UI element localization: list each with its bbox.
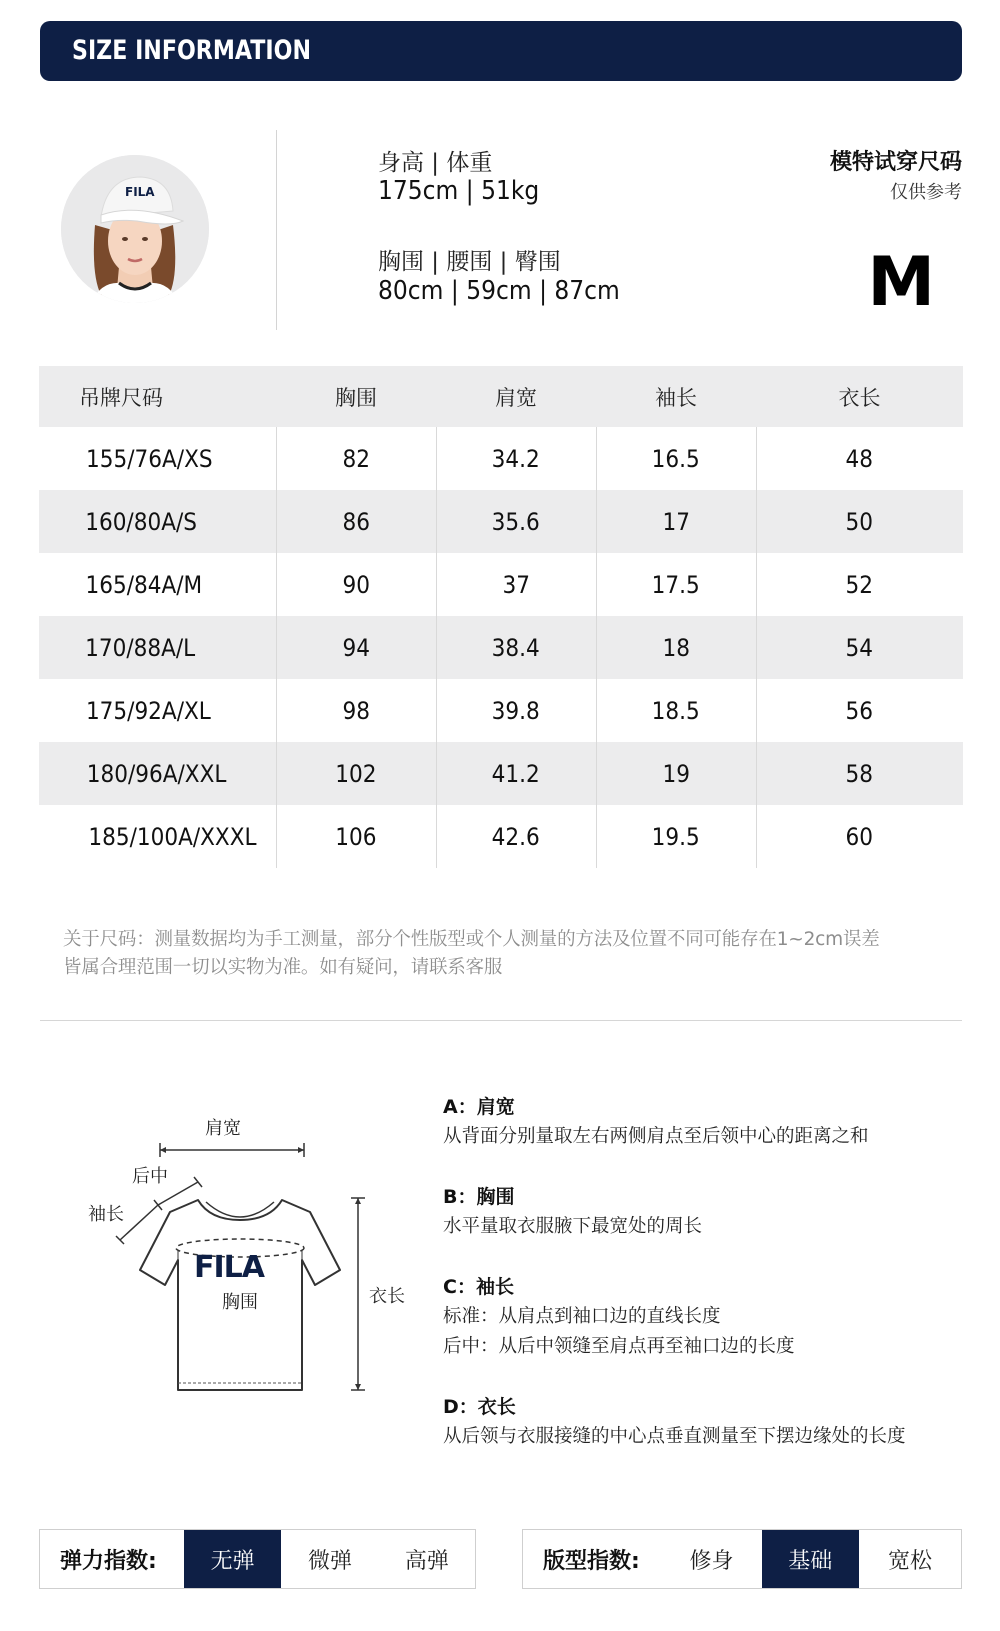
table-row (39, 679, 963, 742)
fit-option-loose[interactable]: 宽松 (887, 1548, 932, 1574)
table-cell: 60 (845, 822, 874, 851)
table-cell: 90 (342, 570, 370, 599)
measurements-label: 胸围 | 腰围 | 臀围 (378, 249, 561, 275)
table-header-cell: 袖长 (596, 366, 756, 427)
table-cell: 94 (342, 633, 370, 662)
height-weight-value: 175cm | 51kg (378, 176, 540, 206)
elasticity-index (39, 1529, 476, 1589)
table-cell: 86 (342, 507, 370, 536)
table-header-cell: 吊牌尺码 (39, 366, 276, 427)
fit-option-slim[interactable]: 修身 (689, 1548, 734, 1574)
table-cell: 17 (662, 507, 690, 536)
horizontal-divider (40, 1020, 962, 1021)
table-cell: 34.2 (491, 444, 541, 473)
model-fit-subtitle: 仅供参考 (890, 182, 962, 203)
definition-title: D：衣长 (443, 1396, 516, 1418)
elasticity-option-none[interactable]: 无弹 (184, 1530, 281, 1588)
chest-label: 胸围 (222, 1292, 258, 1313)
measurement-note (63, 926, 963, 982)
definition-text: 后中：从后中领缝至肩点再至袖口边的长度 (443, 1336, 795, 1357)
tshirt-diagram (80, 1110, 420, 1420)
definition-title: A：肩宽 (443, 1096, 515, 1118)
model-avatar (61, 155, 209, 303)
table-cell: 48 (845, 444, 874, 473)
height-weight-label: 身高 | 体重 (378, 150, 493, 176)
back-center-label: 后中 (132, 1166, 168, 1187)
table-cell: 41.2 (491, 759, 541, 788)
note-line: 皆属合理范围一切以实物为准。如有疑问，请联系客服 (63, 957, 503, 978)
table-cell: 175/92A/XL (85, 696, 211, 725)
sleeve-label: 袖长 (88, 1204, 124, 1225)
page-title: SIZE INFORMATION (72, 35, 311, 66)
elasticity-label: 弹力指数: (60, 1548, 157, 1574)
table-cell: 160/80A/S (85, 507, 197, 536)
table-cell: 17.5 (651, 570, 701, 599)
table-cell: 155/76A/XS (86, 444, 213, 473)
table-header-row (39, 366, 963, 427)
table-cell: 19 (662, 759, 690, 788)
table-cell: 170/88A/L (85, 633, 196, 662)
table-cell: 37 (502, 570, 530, 599)
table-cell: 42.6 (491, 822, 541, 851)
table-cell: 39.8 (491, 696, 541, 725)
table-cell: 54 (845, 633, 874, 662)
fila-logo: FILA (194, 1250, 264, 1285)
table-cell: 180/96A/XXL (86, 759, 227, 788)
table-cell: 185/100A/XXXL (88, 822, 257, 851)
table-cell: 18 (662, 633, 690, 662)
table-cell: 58 (845, 759, 874, 788)
table-cell: 56 (845, 696, 874, 725)
table-row (39, 742, 963, 805)
note-line: 关于尺码：测量数据均为手工测量，部分个性版型或个人测量的方法及位置不同可能存在1~2cm误差 (63, 929, 880, 950)
shoulder-label: 肩宽 (205, 1118, 241, 1139)
definition-text: 标准：从肩点到袖口边的直线长度 (443, 1306, 721, 1327)
vertical-divider (276, 130, 277, 330)
size-table (39, 366, 963, 868)
table-header-cell: 肩宽 (436, 366, 596, 427)
table-cell: 50 (845, 507, 874, 536)
table-header-cell: 胸围 (276, 366, 436, 427)
table-row (39, 427, 963, 490)
table-row (39, 553, 963, 616)
fit-index-label: 版型指数: (543, 1548, 640, 1574)
model-fit-title: 模特试穿尺码 (829, 150, 962, 175)
table-header-cell: 衣长 (756, 366, 963, 427)
table-cell: 98 (342, 696, 370, 725)
table-row (39, 616, 963, 679)
table-row (39, 490, 963, 553)
table-cell: 165/84A/M (85, 570, 203, 599)
definition-title: B：胸围 (443, 1186, 515, 1208)
definition-title: C：袖长 (443, 1276, 514, 1298)
table-row (39, 805, 963, 868)
table-cell: 35.6 (491, 507, 541, 536)
table-cell: 82 (342, 444, 370, 473)
elasticity-option-high[interactable]: 高弹 (404, 1548, 449, 1574)
table-cell: 102 (335, 759, 377, 788)
definition-text: 从后领与衣服接缝的中心点垂直测量至下摆边缘处的长度 (443, 1426, 906, 1447)
table-cell: 16.5 (651, 444, 701, 473)
model-fit-size: M (867, 243, 935, 322)
cap-logo: FILA (125, 185, 155, 199)
fit-index (522, 1529, 962, 1589)
length-label: 衣长 (369, 1286, 405, 1307)
definition-text: 水平量取衣服腋下最宽处的周长 (443, 1216, 703, 1237)
fit-option-regular[interactable]: 基础 (762, 1530, 859, 1588)
table-cell: 52 (845, 570, 874, 599)
definition-text: 从背面分别量取左右两侧肩点至后领中心的距离之和 (443, 1126, 869, 1147)
elasticity-option-slight[interactable]: 微弹 (307, 1548, 352, 1574)
measurements-value: 80cm | 59cm | 87cm (378, 276, 620, 306)
table-cell: 18.5 (651, 696, 701, 725)
table-cell: 106 (335, 822, 377, 851)
table-cell: 38.4 (491, 633, 541, 662)
table-cell: 19.5 (651, 822, 701, 851)
